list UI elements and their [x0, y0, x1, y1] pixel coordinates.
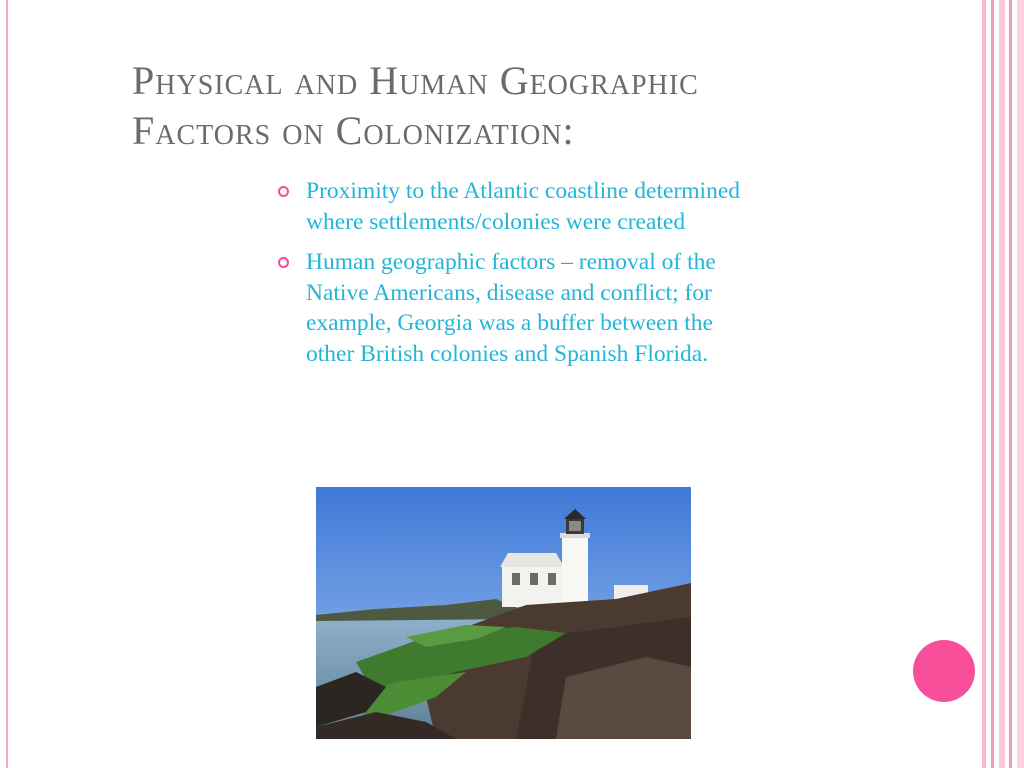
bullet-text: Human geographic factors – removal of the Native Americans, disease and conflict; for example, Georgia was a buffer between the other British colonies and Spanish Florida. [306, 249, 716, 367]
slide-title-line-1: Physical and Human Geographic [132, 58, 699, 103]
lighthouse-photo [316, 487, 691, 739]
right-decorative-stripes [982, 0, 1024, 768]
bullet-list [276, 176, 756, 379]
slide-title-line-2: Factors on Colonization: [132, 108, 575, 153]
bullet-item [276, 176, 756, 237]
decorative-pink-circle [913, 640, 975, 702]
bullet-circle-icon [278, 257, 289, 268]
bullet-text: Proximity to the Atlantic coastline determined where settlements/colonies were created [306, 178, 741, 235]
bullet-circle-icon [278, 186, 289, 197]
slide-title [132, 56, 892, 156]
bullet-item [276, 247, 756, 369]
left-border-line [6, 0, 8, 768]
